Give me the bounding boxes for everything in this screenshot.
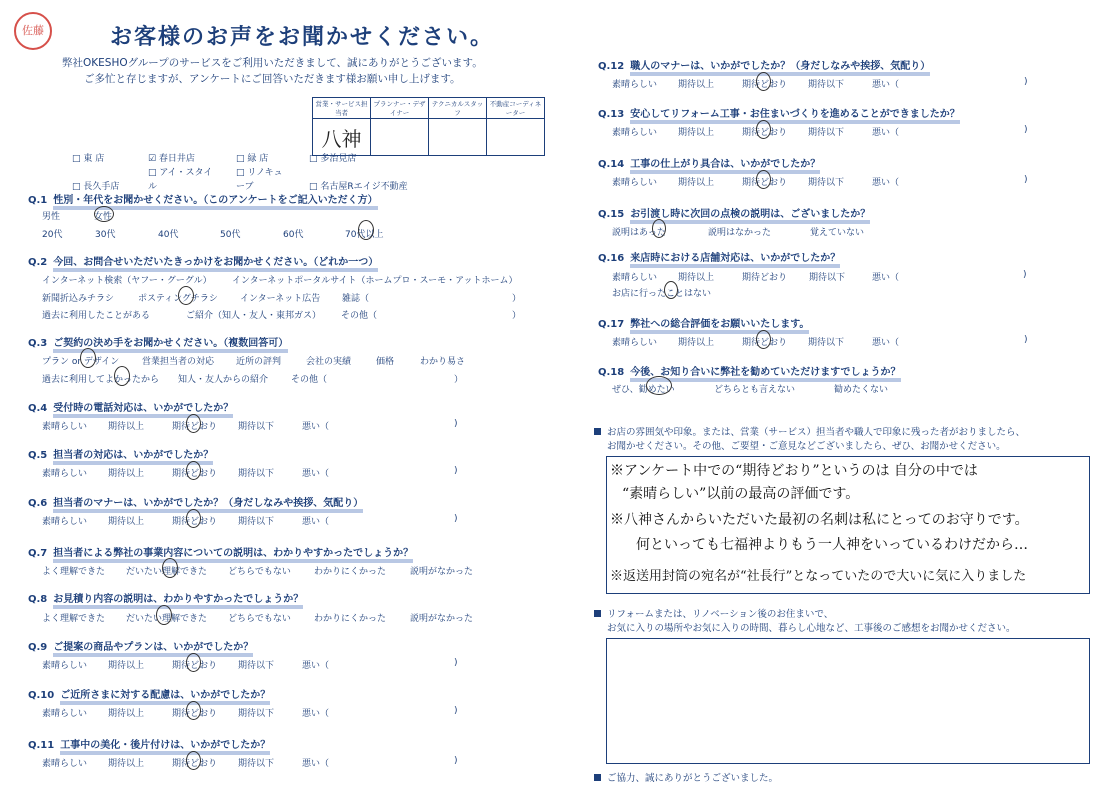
q3-option[interactable]: その他（ bbox=[291, 375, 328, 385]
rating-option[interactable]: 悪い（ bbox=[872, 273, 900, 283]
question-12 bbox=[598, 57, 930, 72]
intro-line-2: ご多忙と存じますが、アンケートにご回答いただきます様お願い申し上げます。 bbox=[84, 73, 461, 85]
rating-close: ) bbox=[1023, 270, 1027, 280]
question-11 bbox=[28, 736, 270, 751]
staff-name-cell[interactable]: 八神 bbox=[313, 119, 371, 156]
answer-circle bbox=[80, 348, 96, 368]
comment-prompt-line: お聞かせください。その他、ご要望・ご意見などございましたら、ぜひ、お聞かせください。 bbox=[607, 441, 1006, 452]
q-number: Q.3 bbox=[28, 338, 48, 349]
q-number: Q.18 bbox=[598, 367, 625, 378]
q3-option[interactable]: 近所の評判 bbox=[236, 357, 282, 367]
answer-circle bbox=[178, 286, 194, 305]
rating-option[interactable]: 素晴らしい bbox=[42, 661, 88, 671]
q-number: Q.11 bbox=[28, 740, 55, 751]
q7-option[interactable]: わかりにくかった bbox=[314, 567, 387, 577]
question-17 bbox=[598, 315, 809, 330]
rating-option[interactable]: 期待以下 bbox=[238, 709, 275, 719]
q7-option[interactable]: 説明がなかった bbox=[410, 567, 474, 577]
q2-option: ） bbox=[512, 311, 522, 321]
q-text: 工事の仕上がり具合は、いかがでしたか？ bbox=[630, 159, 820, 174]
bullet-square-icon bbox=[594, 610, 601, 617]
answer-circle bbox=[186, 751, 201, 770]
rating-option[interactable]: 期待以上 bbox=[678, 128, 715, 138]
q2-option[interactable]: 雑誌（ bbox=[342, 294, 370, 304]
answer-circle bbox=[94, 206, 114, 222]
feedback-prompt-line: お気に入りの場所やお気に入りの時間、暮らし心地など、工事後のご感想をお聞かせください。 bbox=[607, 623, 1016, 634]
question-14 bbox=[598, 155, 820, 170]
shop-option[interactable]: □ 緑 店 bbox=[236, 154, 269, 164]
comment-prompt bbox=[594, 426, 1025, 440]
q15-option[interactable]: 説明はなかった bbox=[708, 228, 772, 238]
answer-circle bbox=[186, 509, 201, 528]
shop-option[interactable]: □ アイ・スタイル bbox=[148, 168, 213, 192]
answer-circle bbox=[156, 605, 172, 625]
staff-header: プランナー・デザイナー bbox=[371, 98, 429, 119]
rating-option[interactable]: 素晴らしい bbox=[612, 80, 658, 90]
rating-option[interactable]: 悪い（ bbox=[302, 661, 330, 671]
q-number: Q.10 bbox=[28, 690, 55, 701]
q2-option[interactable]: ポスティングチラシ bbox=[138, 294, 218, 304]
answer-circle bbox=[186, 701, 201, 720]
rating-option[interactable]: 悪い（ bbox=[302, 422, 330, 432]
rating-option[interactable]: 期待以上 bbox=[678, 273, 715, 283]
q7-option[interactable]: どちらでもない bbox=[228, 567, 291, 577]
bullet-square-icon bbox=[594, 774, 601, 781]
answer-circle bbox=[756, 120, 771, 139]
q-text: お見積り内容の説明は、わかりやすかったでしょうか？ bbox=[53, 594, 303, 609]
rating-option[interactable]: 期待以下 bbox=[808, 128, 845, 138]
question-13 bbox=[598, 105, 960, 120]
q-text: ご契約の決め手をお聞かせください。（複数回答可） bbox=[53, 338, 288, 353]
answer-circle bbox=[646, 376, 672, 395]
rating-option[interactable]: 素晴らしい bbox=[42, 422, 88, 432]
question-16 bbox=[598, 249, 840, 264]
answer-circle bbox=[186, 461, 201, 480]
question-2 bbox=[28, 253, 378, 268]
option-age[interactable]: 50代 bbox=[220, 230, 241, 240]
rating-option[interactable]: 期待以上 bbox=[108, 709, 145, 719]
rating-option[interactable]: 悪い（ bbox=[302, 469, 330, 479]
handwritten-comment: 何といっても七福神よりもう一人神をいっているわけだから… bbox=[636, 537, 1028, 553]
rating-option[interactable]: 悪い（ bbox=[872, 338, 900, 348]
q3-option[interactable]: 過去に利用してよかったから bbox=[42, 375, 160, 385]
feedback-prompt bbox=[594, 608, 833, 622]
q3-option[interactable]: わかり易さ bbox=[420, 357, 466, 367]
rating-option[interactable]: 悪い（ bbox=[872, 178, 900, 188]
rating-option[interactable]: 期待以下 bbox=[808, 338, 845, 348]
rating-option[interactable]: 悪い（ bbox=[302, 709, 330, 719]
rating-option[interactable]: 期待以下 bbox=[238, 517, 275, 527]
rating-close: ) bbox=[454, 706, 458, 716]
q-number: Q.8 bbox=[28, 594, 48, 605]
rating-option[interactable]: 悪い（ bbox=[872, 80, 900, 90]
shop-option[interactable]: □ 名古屋Rエイジ不動産 bbox=[309, 182, 408, 192]
q15-option[interactable]: 覚えていない bbox=[810, 228, 865, 238]
option-female[interactable]: 女性 bbox=[94, 212, 113, 222]
question-4 bbox=[28, 399, 233, 414]
rating-option[interactable]: 素晴らしい bbox=[612, 128, 658, 138]
option-age[interactable]: 20代 bbox=[42, 230, 63, 240]
handwritten-comment: ※八神さんからいただいた最初の名刺は私にとってのお守りです。 bbox=[610, 512, 1029, 528]
q-text: ご提案の商品やプランは、いかがでしたか？ bbox=[53, 642, 253, 657]
rating-close: ) bbox=[454, 756, 458, 766]
rating-option[interactable]: 素晴らしい bbox=[42, 759, 88, 769]
staff-header: テクニカルスタッフ bbox=[429, 98, 487, 119]
q2-option[interactable]: インターネットポータルサイト（ホームプロ・スーモ・アットホーム） bbox=[232, 276, 518, 286]
q-number: Q.12 bbox=[598, 61, 625, 72]
intro-line-1: 弊社OKESHOグループのサービスをご利用いただきまして、誠にありがとうございます。 bbox=[62, 57, 483, 69]
feedback-box[interactable] bbox=[606, 638, 1090, 764]
rating-option[interactable]: 期待どおり bbox=[172, 517, 218, 527]
thanks-text: ご協力、誠にありがとうございました。 bbox=[607, 773, 779, 784]
rating-option[interactable]: 期待どおり bbox=[742, 273, 788, 283]
q2-option[interactable]: 過去に利用したことがある bbox=[42, 311, 151, 321]
q7-option[interactable]: よく理解できた bbox=[42, 567, 106, 577]
rating-close: ) bbox=[1024, 125, 1028, 135]
q3-option[interactable]: 価格 bbox=[376, 357, 395, 367]
rating-option[interactable]: 期待以上 bbox=[108, 517, 145, 527]
question-5 bbox=[28, 446, 213, 461]
q-number: Q.1 bbox=[28, 195, 48, 206]
q-number: Q.14 bbox=[598, 159, 625, 170]
staff-table bbox=[312, 97, 545, 156]
q-text: 職人のマナーは、いかがでしたか？（身だしなみや挨拶、気配り） bbox=[630, 61, 930, 76]
shop-option[interactable]: □ 多治見店 bbox=[309, 154, 357, 164]
rating-option[interactable]: 期待どおり bbox=[172, 709, 218, 719]
q-text: ご近所さまに対する配慮は、いかがでしたか？ bbox=[60, 690, 270, 705]
q2-option: ） bbox=[512, 294, 522, 304]
q-number: Q.7 bbox=[28, 548, 48, 559]
rating-option[interactable]: 期待以下 bbox=[809, 273, 846, 283]
shop-option[interactable]: □ 東 店 bbox=[72, 154, 105, 164]
q2-option[interactable]: 新聞折込みチラシ bbox=[42, 294, 115, 304]
answer-circle bbox=[186, 653, 201, 672]
q-text: 担当者による弊社の事業内容についての説明は、わかりやすかったでしょうか？ bbox=[53, 548, 413, 563]
rating-close: ) bbox=[454, 466, 458, 476]
q18-option[interactable]: 勧めたくない bbox=[834, 385, 889, 395]
q-number: Q.15 bbox=[598, 209, 625, 220]
rating-option[interactable]: 期待以上 bbox=[678, 178, 715, 188]
rating-option[interactable]: 期待以下 bbox=[238, 759, 275, 769]
q-text: お引渡し時に次回の点検の説明は、ございましたか？ bbox=[630, 209, 870, 224]
q8-option[interactable]: 説明がなかった bbox=[410, 614, 474, 624]
rating-option[interactable]: 期待どおり bbox=[172, 661, 218, 671]
rating-close: ) bbox=[1024, 77, 1028, 87]
q-text: 今回、お問合せいただいたきっかけをお聞かせください。（どれか一つ） bbox=[53, 257, 378, 272]
q2-option[interactable]: インターネット広告 bbox=[240, 294, 321, 304]
thanks-line bbox=[594, 772, 778, 786]
rating-option[interactable]: 期待どおり bbox=[742, 128, 788, 138]
rating-option[interactable]: 期待どおり bbox=[742, 178, 788, 188]
staff-header: 営業・サービス担当者 bbox=[313, 98, 371, 119]
q3-option[interactable]: 知人・友人からの紹介 bbox=[178, 375, 269, 385]
option-age[interactable]: 60代 bbox=[283, 230, 304, 240]
rating-option[interactable]: 素晴らしい bbox=[612, 338, 658, 348]
q3-option[interactable]: 営業担当者の対応 bbox=[142, 357, 215, 367]
staff-cell[interactable] bbox=[429, 119, 487, 156]
answer-circle bbox=[664, 281, 678, 299]
q3-option: ） bbox=[454, 375, 464, 385]
staff-cell[interactable] bbox=[371, 119, 429, 156]
q-text: 来店時における店舗対応は、いかがでしたか？ bbox=[630, 253, 840, 268]
rating-option[interactable]: 素晴らしい bbox=[42, 517, 88, 527]
rating-option[interactable]: 期待以下 bbox=[238, 661, 275, 671]
rating-close: ) bbox=[1024, 335, 1028, 345]
staff-cell[interactable] bbox=[487, 119, 545, 156]
q-number: Q.5 bbox=[28, 450, 48, 461]
rating-option[interactable]: 期待以上 bbox=[108, 469, 145, 479]
question-6 bbox=[28, 494, 363, 509]
option-male[interactable]: 男性 bbox=[42, 212, 61, 222]
answer-circle bbox=[756, 170, 771, 189]
q16-no-visit[interactable]: お店に行ったことはない bbox=[612, 289, 712, 299]
handwritten-comment: ※アンケート中での“期待どおり”というのは 自分の中では bbox=[610, 463, 978, 479]
rating-option[interactable]: 悪い（ bbox=[302, 759, 330, 769]
q8-option[interactable]: わかりにくかった bbox=[314, 614, 387, 624]
rating-option[interactable]: 期待どおり bbox=[742, 80, 788, 90]
q8-option[interactable]: だいたい理解できた bbox=[126, 614, 208, 624]
page-title: お客様のお声をお聞かせください。 bbox=[110, 25, 495, 50]
q-text: 性別・年代をお聞かせください。（このアンケートをご記入いただく方） bbox=[53, 195, 377, 210]
question-3 bbox=[28, 334, 288, 349]
question-7 bbox=[28, 544, 413, 559]
question-9 bbox=[28, 638, 253, 653]
option-age[interactable]: 40代 bbox=[158, 230, 179, 240]
question-18 bbox=[598, 363, 901, 378]
bullet-square-icon bbox=[594, 428, 601, 435]
q-number: Q.2 bbox=[28, 257, 48, 268]
rating-close: ) bbox=[1024, 175, 1028, 185]
answer-circle bbox=[358, 220, 374, 240]
rating-option[interactable]: 期待以上 bbox=[108, 422, 145, 432]
question-15 bbox=[598, 205, 870, 220]
rating-option[interactable]: 期待どおり bbox=[172, 422, 218, 432]
answer-circle bbox=[186, 414, 201, 433]
question-10 bbox=[28, 686, 270, 701]
q-number: Q.4 bbox=[28, 403, 48, 414]
rating-option[interactable]: 期待以上 bbox=[108, 759, 145, 769]
rating-option[interactable]: 期待どおり bbox=[172, 469, 218, 479]
rating-option[interactable]: 期待どおり bbox=[172, 759, 218, 769]
q-number: Q.9 bbox=[28, 642, 48, 653]
rating-option[interactable]: 期待以下 bbox=[808, 178, 845, 188]
answer-circle bbox=[756, 72, 771, 91]
question-1 bbox=[28, 191, 378, 206]
q2-option[interactable]: インターネット検索（ヤフー・グーグル） bbox=[42, 276, 212, 286]
rating-option[interactable]: 素晴らしい bbox=[612, 273, 658, 283]
rating-option[interactable]: 期待どおり bbox=[742, 338, 788, 348]
q-text: 担当者のマナーは、いかがでしたか？（身だしなみや挨拶、気配り） bbox=[53, 498, 363, 513]
answer-circle bbox=[756, 330, 771, 349]
rating-close: ) bbox=[454, 419, 458, 429]
q-number: Q.13 bbox=[598, 109, 625, 120]
rating-option[interactable]: 素晴らしい bbox=[42, 709, 88, 719]
answer-circle bbox=[652, 219, 666, 238]
rating-option[interactable]: 期待以上 bbox=[678, 80, 715, 90]
rating-close: ) bbox=[454, 658, 458, 668]
rating-option[interactable]: 期待以下 bbox=[238, 422, 275, 432]
q-number: Q.16 bbox=[598, 253, 625, 264]
q-number: Q.17 bbox=[598, 319, 625, 330]
handwritten-comment: “素晴らしい”以前の最高の評価です。 bbox=[622, 486, 860, 502]
shop-checkboxes bbox=[72, 152, 426, 194]
q3-option[interactable]: 会社の実績 bbox=[306, 357, 352, 367]
q2-option[interactable]: ご紹介（知人・友人・東邦ガス） bbox=[186, 311, 322, 321]
rating-option[interactable]: 期待以上 bbox=[108, 661, 145, 671]
rating-option[interactable]: 悪い（ bbox=[872, 128, 900, 138]
option-age[interactable]: 30代 bbox=[95, 230, 116, 240]
shop-option[interactable]: □ 長久手店 bbox=[72, 182, 120, 192]
rating-close: ) bbox=[454, 514, 458, 524]
shop-option[interactable]: ☑ 春日井店 bbox=[148, 154, 195, 164]
q-number: Q.6 bbox=[28, 498, 48, 509]
q-text: 受付時の電話対応は、いかがでしたか？ bbox=[53, 403, 233, 418]
feedback-prompt-line: リフォームまたは、リノベーション後のお住まいで、 bbox=[607, 609, 834, 620]
question-8 bbox=[28, 590, 303, 605]
q-text: 担当者の対応は、いかがでしたか？ bbox=[53, 450, 213, 465]
q8-option[interactable]: どちらでもない bbox=[228, 614, 291, 624]
rating-option[interactable]: 悪い（ bbox=[302, 517, 330, 527]
q-text: 工事中の美化・後片付けは、いかがでしたか？ bbox=[60, 740, 270, 755]
rating-option[interactable]: 期待以下 bbox=[238, 469, 275, 479]
q7-option[interactable]: だいたい理解できた bbox=[126, 567, 208, 577]
rating-option[interactable]: 素晴らしい bbox=[612, 178, 658, 188]
q18-option[interactable]: ぜひ、勧めたい bbox=[612, 385, 675, 395]
shop-option[interactable]: □ リノキューブ bbox=[236, 168, 283, 192]
rating-option[interactable]: 素晴らしい bbox=[42, 469, 88, 479]
staff-header: 不動産コーディネーター bbox=[487, 98, 545, 119]
answer-circle bbox=[162, 558, 178, 578]
q-text: 安心してリフォーム工事・お住まいづくりを進めることができましたか？ bbox=[630, 109, 960, 124]
q18-option[interactable]: どちらとも言えない bbox=[714, 385, 796, 395]
handwritten-comment: ※返送用封筒の宛名が“社長行”となっていたので大いに気に入りました bbox=[610, 569, 1027, 584]
rating-option[interactable]: 期待以上 bbox=[678, 338, 715, 348]
comment-prompt-line: お店の雰囲気や印象。または、営業（サービス）担当者や職人で印象に残った者がおりましたら、 bbox=[607, 427, 1026, 438]
seal-stamp: 佐藤 bbox=[14, 12, 52, 50]
q-text: 今後、お知り合いに弊社を勧めていただけますでしょうか？ bbox=[630, 367, 900, 382]
option-age[interactable]: 70代以上 bbox=[345, 230, 384, 240]
q8-option[interactable]: よく理解できた bbox=[42, 614, 106, 624]
rating-option[interactable]: 期待以下 bbox=[808, 80, 845, 90]
q3-option[interactable]: プラン or デザイン bbox=[42, 357, 120, 367]
q-text: 弊社への総合評価をお願いいたします。 bbox=[630, 319, 809, 334]
answer-circle bbox=[114, 366, 130, 386]
q2-option[interactable]: その他（ bbox=[341, 311, 378, 321]
q15-option[interactable]: 説明はあった bbox=[612, 228, 666, 238]
